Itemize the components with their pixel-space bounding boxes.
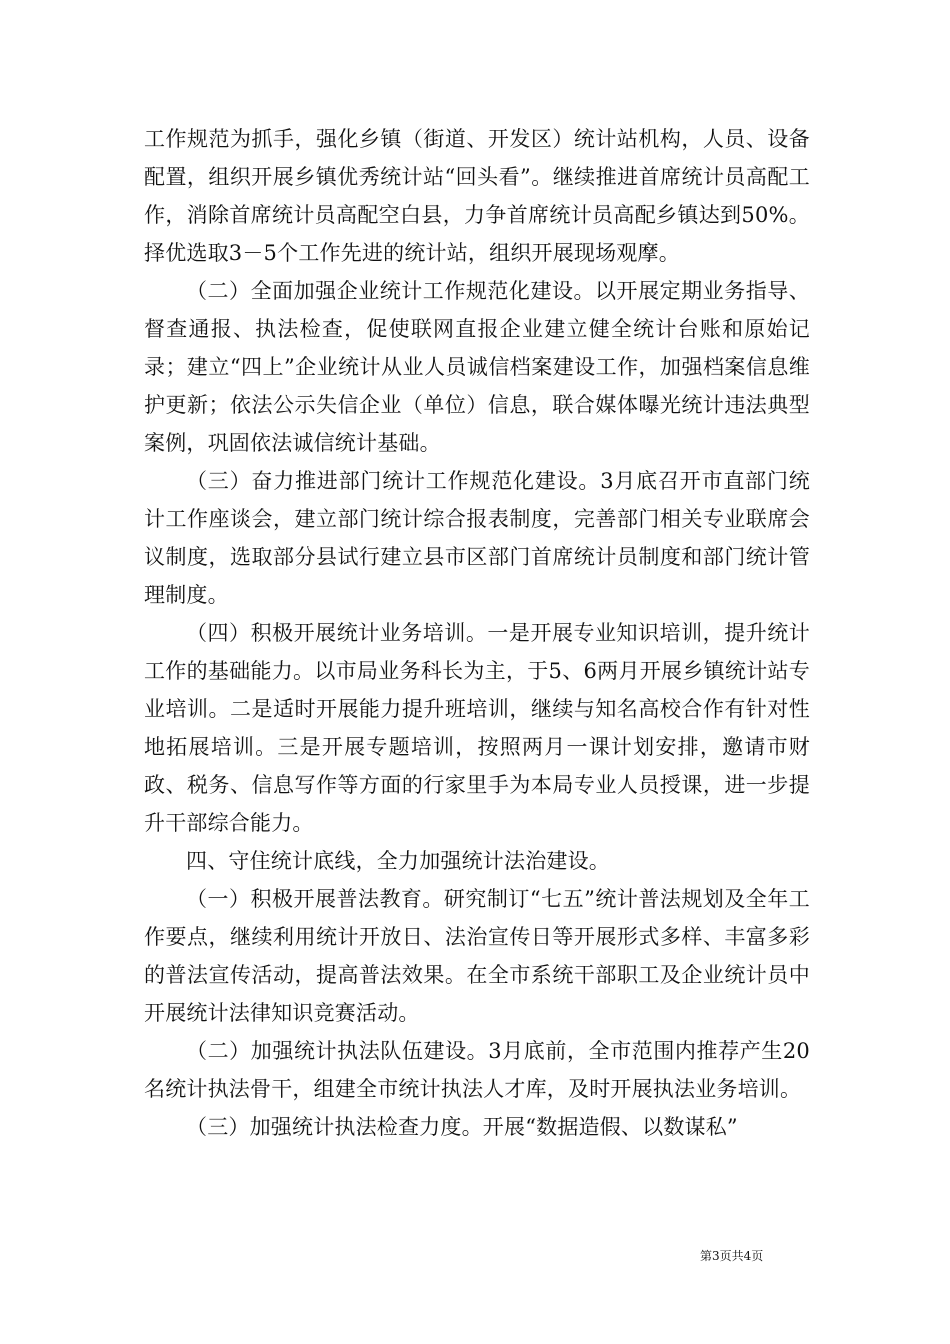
paragraph-enterprise-statistics: （二）全面加强企业统计工作规范化建设。以开展定期业务指导、督查通报、执法检查，促使联网直报企业建立健全统计台账和原始记录；建立“四上”企业统计从业人员诚信档案建设工作，加强档案信息维护更新；依法公示失信企业（单位）信息，联合媒体曝光统计违法典型案例，巩固依法诚信统计基础。 (144, 279, 810, 455)
section-heading-rule-of-law: 四、守住统计底线，全力加强统计法治建设。 (186, 849, 610, 873)
page-number: 第3页共4页 (700, 1249, 764, 1263)
paragraph-legal-education: （一）积极开展普法教育。研究制订“七五”统计普法规划及全年工作要点，继续利用统计开放日、法治宣传日等开展形式多样、丰富多彩的普法宣传活动，提高普法效果。在全市系统干部职工及企业统计员中开展统计法律知识竞赛活动。 (144, 887, 810, 1025)
document-body (144, 120, 810, 1146)
paragraph-department-statistics: （三）奋力推进部门统计工作规范化建设。3月底召开市直部门统计工作座谈会，建立部门统计综合报表制度，完善部门相关专业联席会议制度，选取部分县试行建立县市区部门首席统计员制度和部门统计管理制度。 (144, 469, 810, 607)
paragraph-enforcement-team: （二）加强统计执法队伍建设。3月底前，全市范围内推荐产生20名统计执法骨干，组建全市统计执法人才库，及时开展执法业务培训。 (144, 1039, 810, 1101)
paragraph-continuation: 工作规范为抓手，强化乡镇（街道、开发区）统计站机构，人员、设备配置，组织开展乡镇优秀统计站“回头看”。继续推进首席统计员高配工作，消除首席统计员高配空白县，力争首席统计员高配乡镇达到50%。择优选取3－5个工作先进的统计站，组织开展现场观摩。 (144, 127, 810, 265)
paragraph-enforcement-inspection: （三）加强统计执法检查力度。开展“数据造假、以数谋私” (186, 1115, 738, 1139)
paragraph-training: （四）积极开展统计业务培训。一是开展专业知识培训，提升统计工作的基础能力。以市局业务科长为主，于5、6两月开展乡镇统计站专业培训。二是适时开展能力提升班培训，继续与知名高校合作有针对性地拓展培训。三是开展专题培训，按照两月一课计划安排，邀请市财政、税务、信息写作等方面的行家里手为本局专业人员授课，进一步提升干部综合能力。 (144, 621, 810, 835)
